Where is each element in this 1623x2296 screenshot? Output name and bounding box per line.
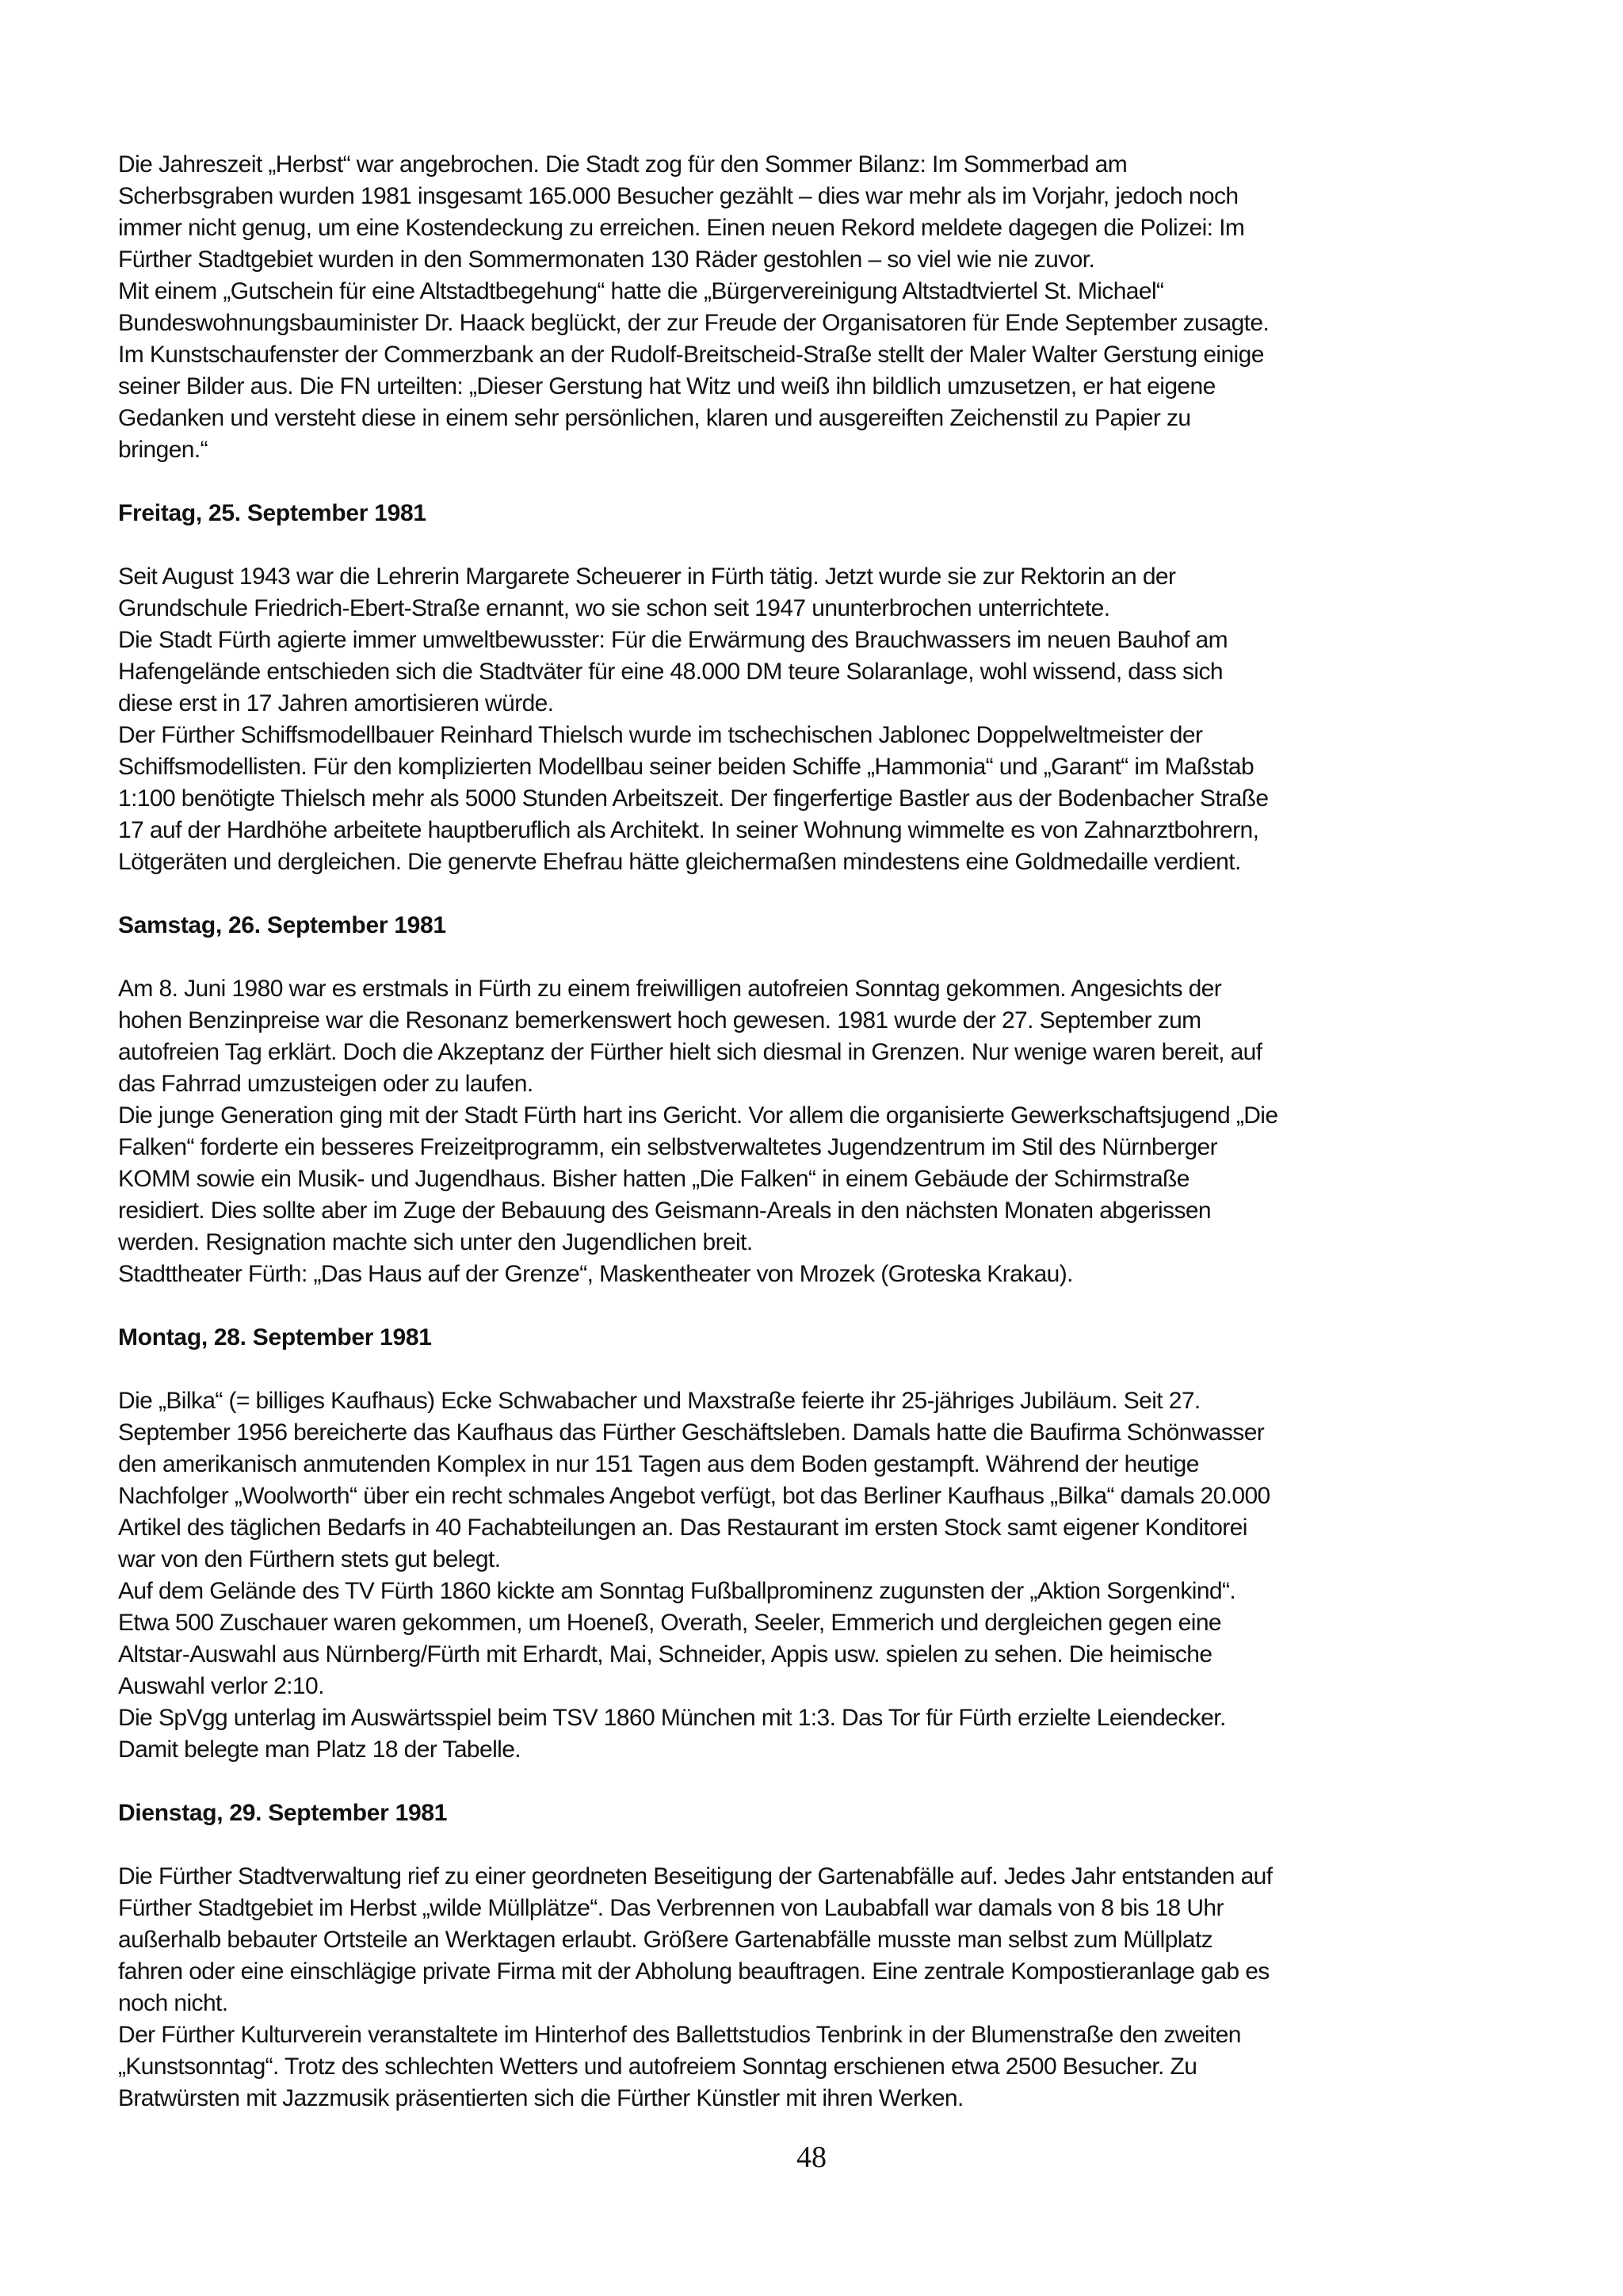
text-line: Lötgeräten und dergleichen. Die genervte Ehefrau hätte gleichermaßen mindestens eine Goldmedaille verdient.	[118, 849, 1241, 875]
paragraph	[118, 1100, 1529, 1259]
text-line: Gedanken und versteht diese in einem sehr persönlichen, klaren und ausgereiften Zeichenstil zu Papier zu	[118, 405, 1191, 431]
date-heading: Freitag, 25. September 1981	[118, 500, 426, 526]
paragraph	[118, 1861, 1529, 2019]
text-line: Die Fürther Stadtverwaltung rief zu einer geordneten Beseitigung der Gartenabfälle auf. Jedes Jahr entstanden auf	[118, 1863, 1273, 1889]
intro-section	[118, 149, 1529, 466]
text-line: Altstar-Auswahl aus Nürnberg/Fürth mit Erhardt, Mai, Schneider, Appis usw. spielen zu sehen. Die heimische	[118, 1641, 1212, 1668]
date-section	[118, 1766, 1529, 2115]
spacer	[118, 878, 1529, 910]
text-line: Etwa 500 Zuschauer waren gekommen, um Hoeneß, Overath, Seeler, Emmerich und dergleichen gegen eine	[118, 1610, 1221, 1636]
text-line: fahren oder eine einschlägige private Firma mit der Abholung beauftragen. Eine zentrale Kompostieranlage gab es	[118, 1958, 1270, 1985]
text-line: Die junge Generation ging mit der Stadt Fürth hart ins Gericht. Vor allem die organisierte Gewerkschaftsjugend „Die	[118, 1102, 1278, 1129]
text-line: Der Fürther Schiffsmodellbauer Reinhard Thielsch wurde im tschechischen Jablonec Doppelweltmeister der	[118, 722, 1203, 748]
document-page	[118, 149, 1529, 2115]
text-line: Artikel des täglichen Bedarfs in 40 Fachabteilungen an. Das Restaurant im ersten Stock samt eigener Konditorei	[118, 1515, 1247, 1541]
text-line: Bratwürsten mit Jazzmusik präsentierten sich die Fürther Künstler mit ihren Werken.	[118, 2085, 964, 2111]
spacer	[118, 466, 1529, 498]
text-line: seiner Bilder aus. Die FN urteilten: „Dieser Gerstung hat Witz und weiß ihn bildlich umzusetzen, er hat eigene	[118, 373, 1216, 399]
paragraph	[118, 339, 1529, 466]
text-line: Mit einem „Gutschein für eine Altstadtbegehung“ hatte die „Bürgervereinigung Altstadtviertel St. Michael“	[118, 278, 1164, 304]
text-line: Die SpVgg unterlag im Auswärtsspiel beim TSV 1860 München mit 1:3. Das Tor für Fürth erzielte Leiendecker.	[118, 1705, 1226, 1731]
text-line: „Kunstsonntag“. Trotz des schlechten Wetters und autofreiem Sonntag erschienen etwa 2500 Besucher. Zu	[118, 2053, 1197, 2080]
text-line: Auswahl verlor 2:10.	[118, 1673, 324, 1699]
date-section	[118, 1290, 1529, 1766]
text-line: Fürther Stadtgebiet wurden in den Sommermonaten 130 Räder gestohlen – so viel wie nie zuvor.	[118, 246, 1095, 273]
date-heading: Samstag, 26. September 1981	[118, 912, 446, 938]
text-line: Schiffsmodellisten. Für den komplizierten Modellbau seiner beiden Schiffe „Hammonia“ und „Garant“ im Maßstab	[118, 754, 1254, 780]
text-line: Bundeswohnungsbauminister Dr. Haack beglückt, der zur Freude der Organisatoren für Ende September zusagte.	[118, 310, 1270, 336]
text-line: KOMM sowie ein Musik- und Jugendhaus. Bisher hatten „Die Falken“ in einem Gebäude der Schirmstraße	[118, 1166, 1190, 1192]
text-line: war von den Fürthern stets gut belegt.	[118, 1546, 501, 1572]
paragraph	[118, 625, 1529, 720]
text-line: Damit belegte man Platz 18 der Tabelle.	[118, 1736, 521, 1763]
text-line: Nachfolger „Woolworth“ über ein recht schmales Angebot verfügt, bot das Berliner Kaufhaus „Bilka“ damals 20.000	[118, 1483, 1270, 1509]
text-line: 1:100 benötigte Thielsch mehr als 5000 Stunden Arbeitszeit. Der fingerfertige Bastler aus der Bodenbacher Straße	[118, 785, 1269, 812]
page-number: 48	[796, 2141, 827, 2174]
paragraph	[118, 1259, 1529, 1290]
paragraph	[118, 1385, 1529, 1576]
text-line: Stadttheater Fürth: „Das Haus auf der Grenze“, Maskentheater von Mrozek (Groteska Krakau).	[118, 1261, 1073, 1287]
text-line: residiert. Dies sollte aber im Zuge der Bebauung des Geismann-Areals in den nächsten Monaten abgerissen	[118, 1198, 1212, 1224]
text-line: den amerikanisch anmutenden Komplex in nur 151 Tagen aus dem Boden gestampft. Während der heutige	[118, 1451, 1199, 1477]
text-line: Auf dem Gelände des TV Fürth 1860 kickte am Sonntag Fußballprominenz zugunsten der „Aktion Sorgenkind“.	[118, 1578, 1236, 1604]
text-line: immer nicht genug, um eine Kostendeckung zu erreichen. Einen neuen Rekord meldete dagegen die Polizei: Im	[118, 215, 1245, 241]
text-line: diese erst in 17 Jahren amortisieren würde.	[118, 690, 554, 716]
text-line: außerhalb bebauter Ortsteile an Werktagen erlaubt. Größere Gartenabfälle musste man selbst zum Müllplatz	[118, 1927, 1213, 1953]
text-line: autofreien Tag erklärt. Doch die Akzeptanz der Fürther hielt sich diesmal in Grenzen. Nur wenige waren bereit, auf	[118, 1039, 1262, 1065]
text-line: September 1956 bereicherte das Kaufhaus das Fürther Geschäftsleben. Damals hatte die Baufirma Schönwasser	[118, 1419, 1265, 1446]
text-line: das Fahrrad umzusteigen oder zu laufen.	[118, 1071, 533, 1097]
spacer	[118, 1290, 1529, 1322]
date-section	[118, 878, 1529, 1290]
text-line: werden. Resignation machte sich unter den Jugendlichen breit.	[118, 1229, 753, 1255]
text-line: Seit August 1943 war die Lehrerin Margarete Scheuerer in Fürth tätig. Jetzt wurde sie zur Rektorin an der	[118, 563, 1176, 590]
text-line: 17 auf der Hardhöhe arbeitete hauptberuflich als Architekt. In seiner Wohnung wimmelte es von Zahnarztbohrern,	[118, 817, 1259, 843]
text-line: Der Fürther Kulturverein veranstaltete im Hinterhof des Ballettstudios Tenbrink in der Blumenstraße den zweiten	[118, 2022, 1241, 2048]
paragraph	[118, 720, 1529, 878]
text-line: Scherbsgraben wurden 1981 insgesamt 165.000 Besucher gezählt – dies war mehr als im Vorjahr, jedoch noch	[118, 183, 1239, 209]
text-line: Die „Bilka“ (= billiges Kaufhaus) Ecke Schwabacher und Maxstraße feierte ihr 25-jähriges Jubiläum. Seit 27.	[118, 1388, 1201, 1414]
paragraph	[118, 1576, 1529, 1702]
text-line: Fürther Stadtgebiet im Herbst „wilde Müllplätze“. Das Verbrennen von Laubabfall war damals von 8 bis 18 Uhr	[118, 1895, 1224, 1921]
text-line: Grundschule Friedrich-Ebert-Straße ernannt, wo sie schon seit 1947 ununterbrochen unterrichtete.	[118, 595, 1110, 621]
paragraph	[118, 973, 1529, 1100]
spacer	[118, 942, 1529, 973]
date-section	[118, 466, 1529, 878]
paragraph	[118, 276, 1529, 339]
text-line: Hafengelände entschieden sich die Stadtväter für eine 48.000 DM teure Solaranlage, wohl wissend, dass sich	[118, 659, 1223, 685]
date-heading: Dienstag, 29. September 1981	[118, 1800, 448, 1826]
text-line: Im Kunstschaufenster der Commerzbank an der Rudolf-Breitscheid-Straße stellt der Maler Walter Gerstung einige	[118, 342, 1264, 368]
date-heading: Montag, 28. September 1981	[118, 1324, 432, 1350]
spacer	[118, 1829, 1529, 1861]
paragraph	[118, 2019, 1529, 2115]
paragraph	[118, 561, 1529, 625]
spacer	[118, 1354, 1529, 1385]
text-line: Falken“ forderte ein besseres Freizeitprogramm, ein selbstverwaltetes Jugendzentrum im Stil des Nürnberger	[118, 1134, 1218, 1160]
text-line: noch nicht.	[118, 1990, 228, 2016]
text-line: Die Stadt Fürth agierte immer umweltbewusster: Für die Erwärmung des Brauchwassers im neuen Bauhof am	[118, 627, 1228, 653]
text-line: Die Jahreszeit „Herbst“ war angebrochen. Die Stadt zog für den Sommer Bilanz: Im Sommerbad am	[118, 151, 1128, 178]
spacer	[118, 529, 1529, 561]
spacer	[118, 1766, 1529, 1797]
paragraph	[118, 149, 1529, 276]
text-line: Am 8. Juni 1980 war es erstmals in Fürth zu einem freiwilligen autofreien Sonntag gekommen. Angesichts der	[118, 976, 1222, 1002]
paragraph	[118, 1702, 1529, 1766]
text-line: hohen Benzinpreise war die Resonanz bemerkenswert hoch gewesen. 1981 wurde der 27. September zum	[118, 1007, 1201, 1033]
text-line: bringen.“	[118, 437, 208, 463]
